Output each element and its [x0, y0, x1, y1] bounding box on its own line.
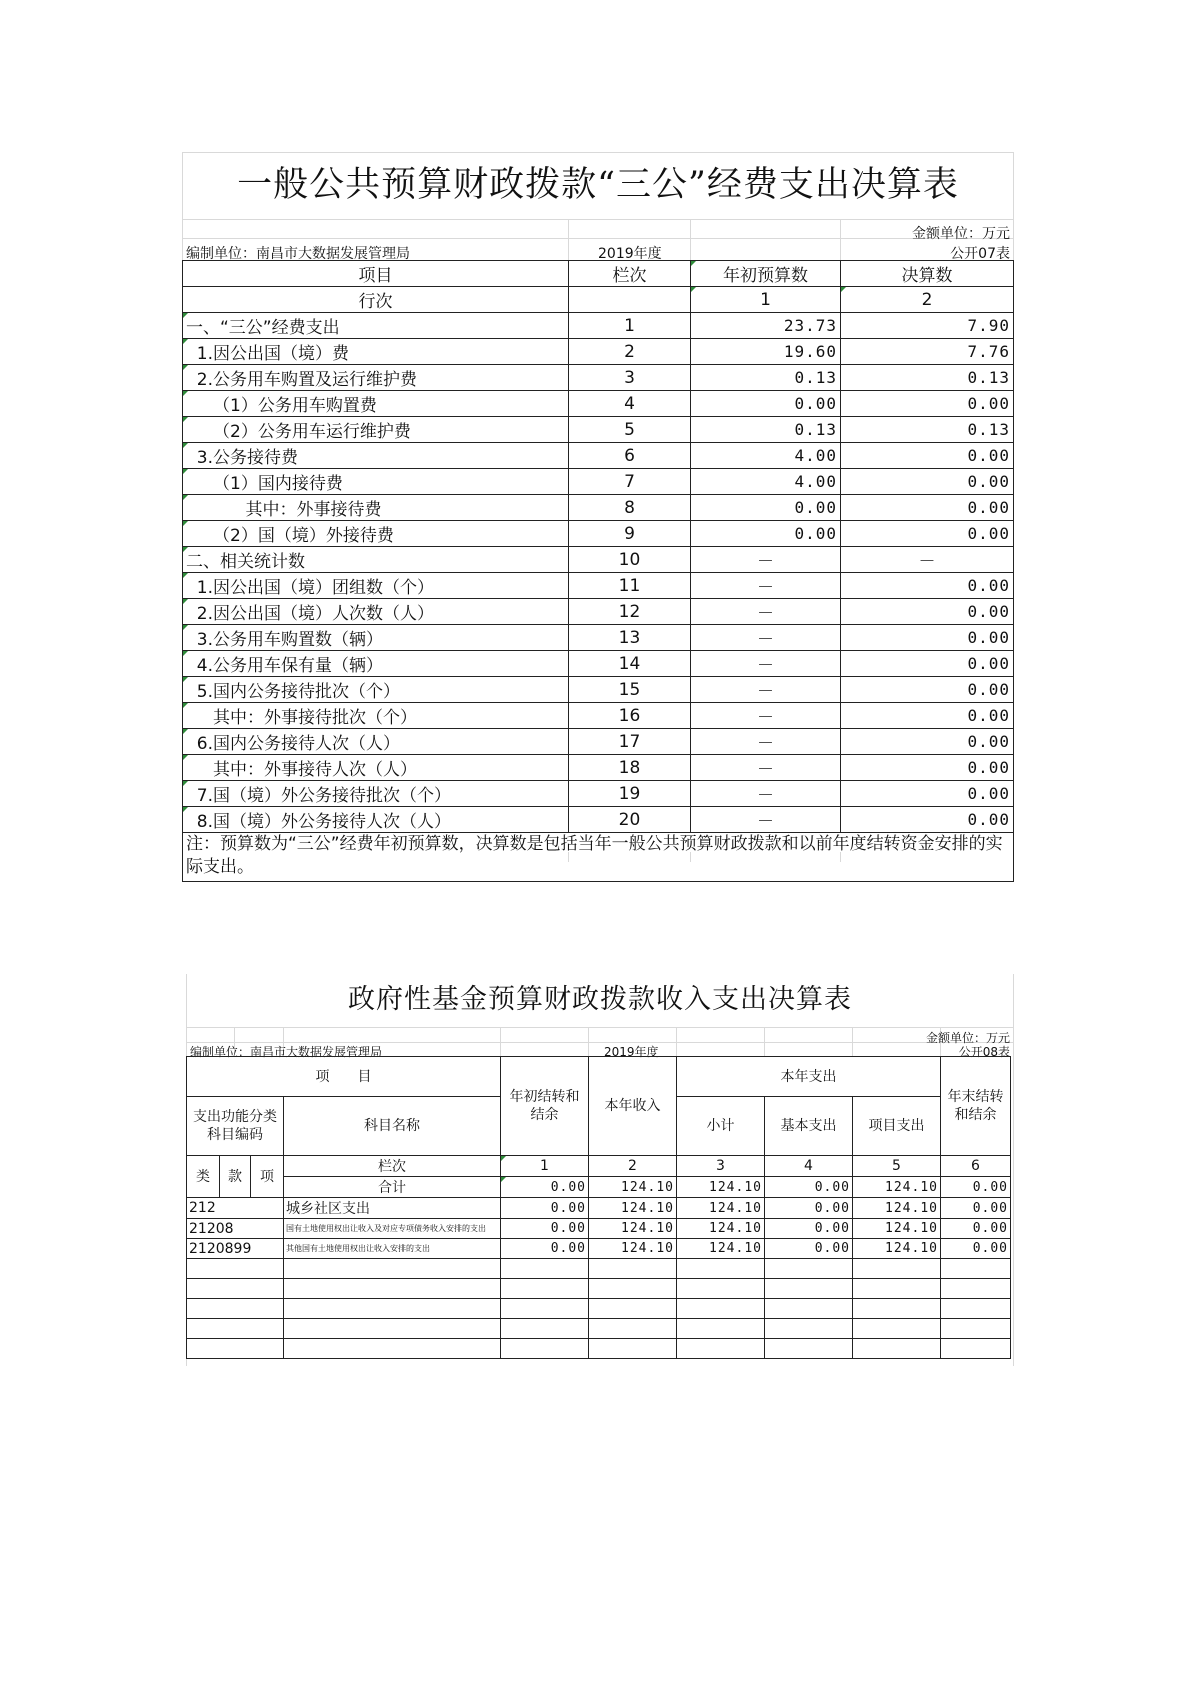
row-value: 124.10 — [589, 1239, 677, 1259]
row-number: 3 — [569, 365, 691, 391]
index-row-c1: 1 — [691, 287, 841, 313]
empty-cell — [501, 1299, 589, 1319]
row-budget: 0.13 — [691, 417, 841, 443]
col-num: 6 — [941, 1156, 1011, 1177]
header-final: 决算数 — [841, 261, 1014, 287]
total-value: 0.00 — [765, 1177, 853, 1198]
table-title: 一般公共预算财政拨款“三公”经费支出决算表 — [237, 165, 959, 205]
row-code: 212 — [187, 1198, 284, 1219]
org-label: 编制单位：南昌市大数据发展管理局 — [190, 1045, 383, 1059]
table-row — [183, 391, 1014, 417]
empty-cell — [765, 1319, 853, 1339]
row-budget: 23.73 — [691, 313, 841, 339]
row-value: 124.10 — [677, 1198, 765, 1219]
empty-cell — [187, 1299, 284, 1319]
row-final: 7.90 — [841, 313, 1014, 339]
row-label: （2）公务用车运行维护费 — [183, 417, 569, 443]
header-item: 项目 — [183, 261, 569, 287]
empty-cell — [284, 1279, 501, 1299]
row-value: 0.00 — [765, 1239, 853, 1259]
row-final: 0.00 — [841, 469, 1014, 495]
row-number: 7 — [569, 469, 691, 495]
header-income: 本年收入 — [589, 1057, 677, 1156]
empty-cell — [187, 1319, 284, 1339]
row-number: 4 — [569, 391, 691, 417]
row-label: （2）国（境）外接待费 — [183, 521, 569, 547]
row-label: 1.因公出国（境）团组数（个） — [183, 573, 569, 599]
row-final: 0.00 — [841, 625, 1014, 651]
col-num: 4 — [765, 1156, 853, 1177]
row-final: 0.00 — [841, 599, 1014, 625]
table-row — [187, 1219, 1011, 1239]
row-label: 二、相关统计数 — [183, 547, 569, 573]
row-final: 0.00 — [841, 443, 1014, 469]
empty-cell — [501, 1319, 589, 1339]
gridline — [1013, 974, 1014, 1366]
table-row — [187, 1198, 1011, 1219]
empty-cell — [187, 1339, 284, 1359]
col-num: 2 — [589, 1156, 677, 1177]
empty-cell — [941, 1299, 1011, 1319]
row-final: 7.76 — [841, 339, 1014, 365]
row-budget: － — [691, 599, 841, 625]
empty-cell — [853, 1319, 941, 1339]
row-label: （1）公务用车购置费 — [183, 391, 569, 417]
index-row-c2: 2 — [841, 287, 1014, 313]
row-budget: － — [691, 807, 841, 833]
row-value: 124.10 — [589, 1198, 677, 1219]
empty-cell — [941, 1319, 1011, 1339]
total-label: 合计 — [284, 1177, 501, 1198]
row-number: 13 — [569, 625, 691, 651]
table-row — [183, 729, 1014, 755]
table-row — [183, 443, 1014, 469]
table-row — [183, 339, 1014, 365]
row-label: 其中：外事接待费 — [183, 495, 569, 521]
row-budget: 0.00 — [691, 521, 841, 547]
table-row — [183, 365, 1014, 391]
empty-cell — [501, 1259, 589, 1279]
empty-cell — [941, 1339, 1011, 1359]
row-final: 0.00 — [841, 755, 1014, 781]
table-title: 政府性基金预算财政拨款收入支出决算表 — [348, 984, 852, 1015]
gridline — [840, 219, 841, 260]
form-code-label: 公开07表 — [950, 246, 1010, 262]
total-value: 0.00 — [941, 1177, 1011, 1198]
empty-cell — [853, 1299, 941, 1319]
empty-cell — [853, 1279, 941, 1299]
empty-cell — [284, 1319, 501, 1339]
header-project: 项目支出 — [853, 1097, 941, 1156]
row-budget: 0.00 — [691, 391, 841, 417]
empty-cell — [187, 1259, 284, 1279]
row-budget: － — [691, 677, 841, 703]
gridline — [764, 1027, 765, 1056]
row-final: 0.00 — [841, 703, 1014, 729]
row-label: 其中：外事接待人次（人） — [183, 755, 569, 781]
row-final: 0.00 — [841, 651, 1014, 677]
expense-table — [182, 260, 1014, 882]
row-final: 0.13 — [841, 417, 1014, 443]
row-label: 2.公务用车购置及运行维护费 — [183, 365, 569, 391]
empty-cell — [765, 1259, 853, 1279]
table-row — [187, 1239, 1011, 1259]
row-value: 0.00 — [765, 1219, 853, 1239]
header-opening: 年初结转和结余 — [501, 1057, 589, 1156]
row-value: 124.10 — [853, 1239, 941, 1259]
row-number: 14 — [569, 651, 691, 677]
table-row — [183, 469, 1014, 495]
row-label: 3.公务接待费 — [183, 443, 569, 469]
row-name: 其他国有土地使用权出让收入安排的支出 — [284, 1239, 501, 1259]
gridline — [588, 1027, 589, 1056]
row-number: 20 — [569, 807, 691, 833]
row-label: 1.因公出国（境）费 — [183, 339, 569, 365]
row-budget: － — [691, 547, 841, 573]
org-label: 编制单位：南昌市大数据发展管理局 — [186, 246, 410, 262]
row-budget: 19.60 — [691, 339, 841, 365]
empty-cell — [677, 1319, 765, 1339]
empty-cell — [501, 1339, 589, 1359]
row-number: 11 — [569, 573, 691, 599]
table-row — [183, 703, 1014, 729]
row-final: 0.00 — [841, 781, 1014, 807]
empty-cell — [941, 1259, 1011, 1279]
header-kuan: 款 — [220, 1156, 251, 1198]
row-number: 5 — [569, 417, 691, 443]
header-xiang: 项 — [251, 1156, 284, 1198]
empty-cell — [589, 1299, 677, 1319]
government-fund-table — [186, 974, 1014, 1366]
table-row — [183, 599, 1014, 625]
col-num: 3 — [677, 1156, 765, 1177]
table-row — [183, 573, 1014, 599]
row-final: 0.00 — [841, 807, 1014, 833]
unit-label: 金额单位：万元 — [912, 226, 1010, 242]
row-label: 4.公务用车保有量（辆） — [183, 651, 569, 677]
row-label: 5.国内公务接待批次（个） — [183, 677, 569, 703]
row-final: 0.00 — [841, 729, 1014, 755]
row-budget: 0.13 — [691, 365, 841, 391]
row-final: 0.13 — [841, 365, 1014, 391]
col-num: 5 — [853, 1156, 941, 1177]
col-num: 1 — [501, 1156, 589, 1177]
row-final: 0.00 — [841, 521, 1014, 547]
year-label: 2019年度 — [604, 1045, 659, 1059]
row-budget: － — [691, 729, 841, 755]
row-budget: － — [691, 573, 841, 599]
header-expense: 本年支出 — [677, 1057, 941, 1097]
gridline — [852, 1027, 853, 1056]
row-number: 16 — [569, 703, 691, 729]
row-number: 1 — [569, 313, 691, 339]
gridline — [568, 219, 569, 260]
empty-cell — [677, 1279, 765, 1299]
empty-row — [187, 1339, 1011, 1359]
row-label: 8.国（境）外公务接待人次（人） — [183, 807, 569, 833]
row-name: 国有土地使用权出让收入及对应专项债务收入安排的支出 — [284, 1219, 501, 1239]
table-row — [183, 495, 1014, 521]
empty-row — [187, 1299, 1011, 1319]
empty-cell — [589, 1339, 677, 1359]
year-label: 2019年度 — [598, 246, 662, 262]
table-row — [183, 755, 1014, 781]
unit-label: 金额单位：万元 — [925, 1031, 1010, 1045]
gridline — [182, 238, 1014, 239]
row-value: 124.10 — [853, 1219, 941, 1239]
empty-cell — [677, 1299, 765, 1319]
row-value: 124.10 — [677, 1219, 765, 1239]
row-value: 0.00 — [765, 1198, 853, 1219]
row-label: 3.公务用车购置数（辆） — [183, 625, 569, 651]
empty-cell — [853, 1259, 941, 1279]
header-budget: 年初预算数 — [691, 261, 841, 287]
table-row — [183, 547, 1014, 573]
row-label: （1）国内接待费 — [183, 469, 569, 495]
row-value: 0.00 — [941, 1198, 1011, 1219]
empty-cell — [941, 1279, 1011, 1299]
table-row — [183, 781, 1014, 807]
row-number: 9 — [569, 521, 691, 547]
row-final: 0.00 — [841, 677, 1014, 703]
header-basic: 基本支出 — [765, 1097, 853, 1156]
empty-cell — [589, 1259, 677, 1279]
empty-cell — [677, 1339, 765, 1359]
row-number: 2 — [569, 339, 691, 365]
empty-cell — [765, 1339, 853, 1359]
total-value: 0.00 — [501, 1177, 589, 1198]
header-col: 栏次 — [569, 261, 691, 287]
empty-cell — [853, 1339, 941, 1359]
form-code-label: 公开08表 — [958, 1045, 1010, 1059]
header-subtotal: 小计 — [677, 1097, 765, 1156]
row-value: 0.00 — [941, 1219, 1011, 1239]
gridline — [676, 1027, 677, 1056]
table-row — [183, 521, 1014, 547]
row-label: 一、“三公”经费支出 — [183, 313, 569, 339]
row-number: 17 — [569, 729, 691, 755]
row-number: 10 — [569, 547, 691, 573]
row-final: 0.00 — [841, 573, 1014, 599]
table-row — [183, 677, 1014, 703]
gridline — [182, 219, 1014, 220]
empty-row — [187, 1259, 1011, 1279]
row-label: 6.国内公务接待人次（人） — [183, 729, 569, 755]
row-final: － — [841, 547, 1014, 573]
row-number: 18 — [569, 755, 691, 781]
empty-cell — [589, 1319, 677, 1339]
empty-cell — [187, 1279, 284, 1299]
empty-row — [187, 1319, 1011, 1339]
row-budget: 4.00 — [691, 443, 841, 469]
empty-cell — [501, 1279, 589, 1299]
header-item: 项 目 — [187, 1057, 501, 1097]
row-value: 124.10 — [677, 1239, 765, 1259]
total-value: 124.10 — [853, 1177, 941, 1198]
row-value: 0.00 — [501, 1239, 589, 1259]
row-budget: － — [691, 625, 841, 651]
header-closing: 年末结转和结余 — [941, 1057, 1011, 1156]
table-row — [183, 625, 1014, 651]
row-label: 2.因公出国（境）人次数（人） — [183, 599, 569, 625]
empty-cell — [765, 1299, 853, 1319]
table-row — [183, 417, 1014, 443]
header-lei: 类 — [187, 1156, 220, 1198]
row-number: 19 — [569, 781, 691, 807]
row-code: 2120899 — [187, 1239, 284, 1259]
total-value: 124.10 — [589, 1177, 677, 1198]
row-budget: － — [691, 781, 841, 807]
row-budget: － — [691, 755, 841, 781]
empty-cell — [677, 1259, 765, 1279]
row-label: 其中：外事接待批次（个） — [183, 703, 569, 729]
empty-cell — [284, 1259, 501, 1279]
row-final: 0.00 — [841, 495, 1014, 521]
header-code-col: 支出功能分类科目编码 — [187, 1097, 284, 1156]
row-value: 0.00 — [501, 1198, 589, 1219]
table-row — [183, 807, 1014, 833]
fund-table — [186, 1056, 1011, 1359]
empty-cell — [284, 1299, 501, 1319]
index-row-empty — [569, 287, 691, 313]
header-name-col: 科目名称 — [284, 1097, 501, 1156]
total-value: 124.10 — [677, 1177, 765, 1198]
empty-cell — [589, 1279, 677, 1299]
row-number: 12 — [569, 599, 691, 625]
row-name: 城乡社区支出 — [284, 1198, 501, 1219]
row-value: 124.10 — [589, 1219, 677, 1239]
gridline — [186, 1027, 1014, 1028]
table-row — [183, 651, 1014, 677]
gridline — [690, 219, 691, 260]
row-value: 0.00 — [501, 1219, 589, 1239]
gridline — [500, 1027, 501, 1056]
empty-row — [187, 1279, 1011, 1299]
table-note: 注：预算数为“三公”经费年初预算数，决算数是包括当年一般公共预算财政拨款和以前年度结转资金安排的实际支出。 — [183, 833, 1014, 882]
empty-cell — [284, 1339, 501, 1359]
index-row-label: 行次 — [183, 287, 569, 313]
row-label: 7.国（境）外公务接待批次（个） — [183, 781, 569, 807]
row-budget: 0.00 — [691, 495, 841, 521]
row-code: 21208 — [187, 1219, 284, 1239]
row-budget: － — [691, 651, 841, 677]
empty-cell — [765, 1279, 853, 1299]
row-number: 6 — [569, 443, 691, 469]
row-number: 8 — [569, 495, 691, 521]
row-budget: 4.00 — [691, 469, 841, 495]
header-col-label: 栏次 — [284, 1156, 501, 1177]
row-budget: － — [691, 703, 841, 729]
three-public-expenses-table — [182, 152, 1014, 877]
row-number: 15 — [569, 677, 691, 703]
table-row — [183, 313, 1014, 339]
row-value: 0.00 — [941, 1239, 1011, 1259]
row-final: 0.00 — [841, 391, 1014, 417]
row-value: 124.10 — [853, 1198, 941, 1219]
